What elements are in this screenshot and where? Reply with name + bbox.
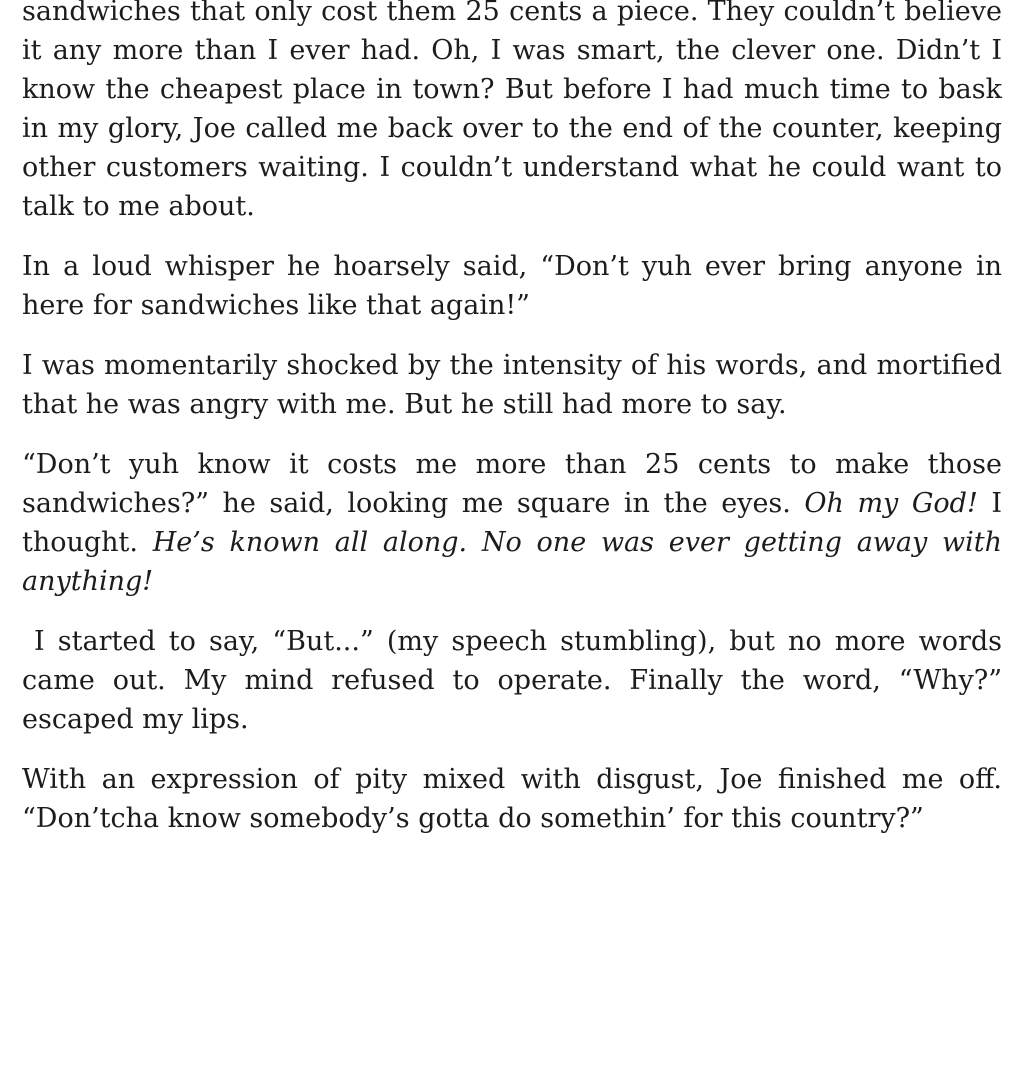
- paragraph-5-text: I started to say, “But...” (my speech stumbling), but no more words came out. My mind refused to operate. Finally the word, “Why?” escaped my lips.: [22, 626, 1002, 735]
- paragraph-2-text: In a loud whisper he hoarsely said, “Don’t yuh ever bring anyone in here for sandwiches like that again!”: [22, 251, 1002, 321]
- paragraph-4-text-a: “Don’t yuh know it costs me more than 25 cents to make those sandwiches?” he said, looking me square in the eyes.: [22, 449, 1002, 519]
- paragraph-5: [22, 622, 1002, 739]
- paragraph-4: [22, 445, 1002, 601]
- paragraph-1-text: sandwiches that only cost them 25 cents a piece. They couldn’t believe it any more than I ever had. Oh, I was smart, the clever one. Didn’t I know the cheapest place in town? But before I had much time to bask in my glory, Joe called me back over to the end of the counter, keeping other customers waiting. I couldn’t understand what he could want to talk to me about.: [22, 0, 1002, 222]
- paragraph-4-italic-thought: He’s known all along. No one was ever getting away with anything!: [22, 527, 1003, 597]
- document-page: [22, 0, 1002, 859]
- paragraph-4-italic-exclamation: Oh my God!: [804, 488, 978, 519]
- paragraph-2: [22, 247, 1002, 325]
- paragraph-3: [22, 346, 1002, 424]
- paragraph-3-text: I was momentarily shocked by the intensity of his words, and mortified that he was angry with me. But he still had more to say.: [22, 350, 1002, 420]
- paragraph-4-text-b: I thought.: [22, 488, 1002, 558]
- paragraph-6: [22, 760, 1002, 838]
- paragraph-1: [22, 0, 1002, 226]
- paragraph-6-text: With an expression of pity mixed with disgust, Joe finished me off. “Don’tcha know somebody’s gotta do somethin’ for this country?”: [22, 764, 1002, 834]
